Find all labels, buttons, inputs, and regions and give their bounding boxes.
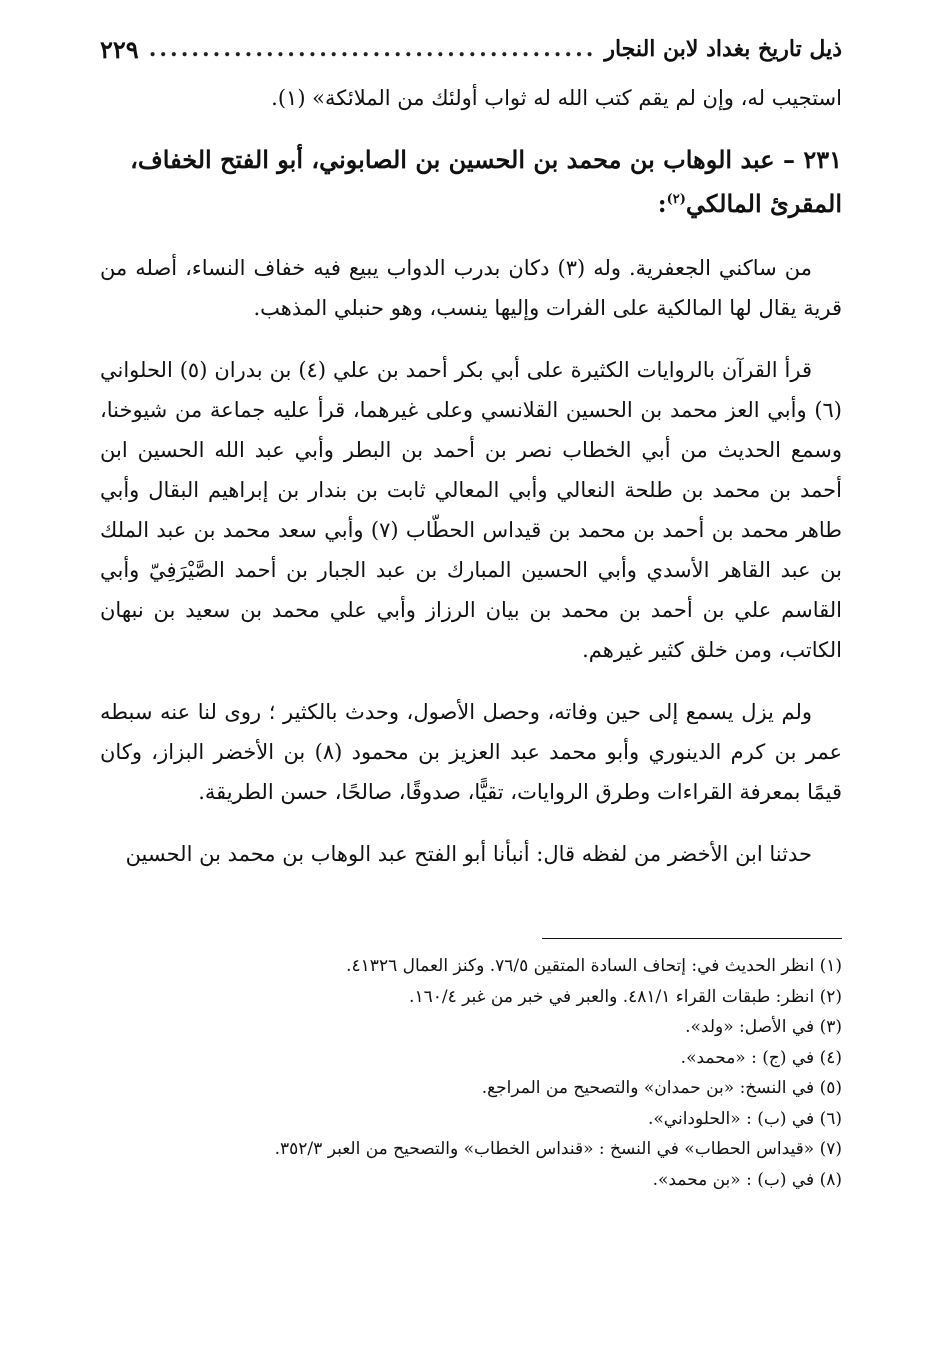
paragraph-students: ولم يزل يسمع إلى حين وفاته، وحصل الأصول، وحدث بالكثير ؛ روى لنا عنه سبطه عمر بن كرم الدينوري وأبو محمد عبد العزيز بن محمود (٨) بن الأخضر البزاز، وكان قيمًا بمعرفة القراءات وطرق الروايات، تقيًّا، صدوقًا، صالحًا، حسن الطريقة. bbox=[100, 700, 843, 804]
footnote-5: (٥) في النسخ: «بن حمدان» والتصحيح من المراجع. bbox=[481, 1078, 842, 1098]
footnote-7: (٧) «قيداس الحطاب» في النسخ : «قنداس الخطاب» والتصحيح من العبر ٣٥٢/٣. bbox=[274, 1139, 842, 1159]
paragraph-teachers: قرأ القرآن بالروايات الكثيرة على أبي بكر أحمد بن علي (٤) بن بدران (٥) الحلواني (٦) وأبي العز محمد بن الحسين القلانسي وعلى غيرهما، قرأ عليه جماعة من شيوخنا، وسمع الحديث من أبي الخطاب نصر بن أحمد بن البطر وأبي عبد الله الحسين ابن أحمد بن محمد بن طلحة النعالي وأبي المعالي ثابت بن بندار بن إبراهيم البقال وأبي طاهر محمد بن أحمد بن محمد بن قيداس الحطّاب (٧) وأبي سعد محمد بن عبد الملك بن عبد القاهر الأسدي وأبي الحسين المبارك بن عبد الجبار بن أحمد الصَّيْرَفِيّ وأبي القاسم علي بن أحمد بن محمد بن بيان الرزاز وأبي علي محمد بن سعيد بن نبهان الكاتب، ومن خلق كثير غيرهم. bbox=[100, 358, 842, 662]
footnote-8: (٨) في (ب) : «بن محمد». bbox=[652, 1169, 842, 1190]
entry-heading bbox=[100, 138, 842, 226]
paragraph-origin: من ساكني الجعفرية. وله (٣) دكان بدرب الدواب يبيع فيه خفاف النساء، أصله من قرية يقال لها المالكية على الفرات وإليها ينسب، وهو حنبلي المذهب. bbox=[100, 256, 842, 320]
entry-heading-colon: : bbox=[657, 189, 667, 218]
paragraph-narration: حدثنا ابن الأخضر من لفظه قال: أنبأنا أبو الفتح عبد الوهاب بن محمد بن الحسين bbox=[125, 842, 812, 866]
footnote-2: (٢) انظر: طبقات القراء ٤٨١/١. والعبر في خبر من غبر ١٦٠/٤. bbox=[409, 986, 842, 1007]
footnotes bbox=[100, 938, 842, 1195]
footnote-1: (١) انظر الحديث في: إتحاف السادة المتقين ٧٦/٥. وكنز العمال ٤١٣٢٦. bbox=[346, 956, 842, 976]
page-number: ٢٢٩ bbox=[100, 34, 139, 64]
footnote-separator bbox=[542, 938, 842, 939]
opening-line: استجيب له، وإن لم يقم كتب الله له ثواب أولئك من الملائكة» (١). bbox=[271, 86, 842, 110]
footnote-4: (٤) في (ج) : «محمد». bbox=[680, 1047, 842, 1068]
leader-dots bbox=[147, 36, 597, 62]
footnote-6: (٦) في (ب) : «الحلوداني». bbox=[647, 1108, 842, 1129]
entry-heading-text: ٢٣١ – عبد الوهاب بن محمد بن الحسين بن الصابوني، أبو الفتح الخفاف، المقرئ المالكي bbox=[130, 145, 842, 218]
footnote-list bbox=[100, 951, 842, 1195]
page-body bbox=[100, 30, 842, 874]
running-header bbox=[100, 30, 842, 68]
footnote-3: (٣) في الأصل: «ولد». bbox=[685, 1017, 842, 1037]
entry-heading-footnote-ref: (٢) bbox=[666, 192, 686, 207]
book-title: ذيل تاريخ بغداد لابن النجار bbox=[604, 36, 842, 62]
